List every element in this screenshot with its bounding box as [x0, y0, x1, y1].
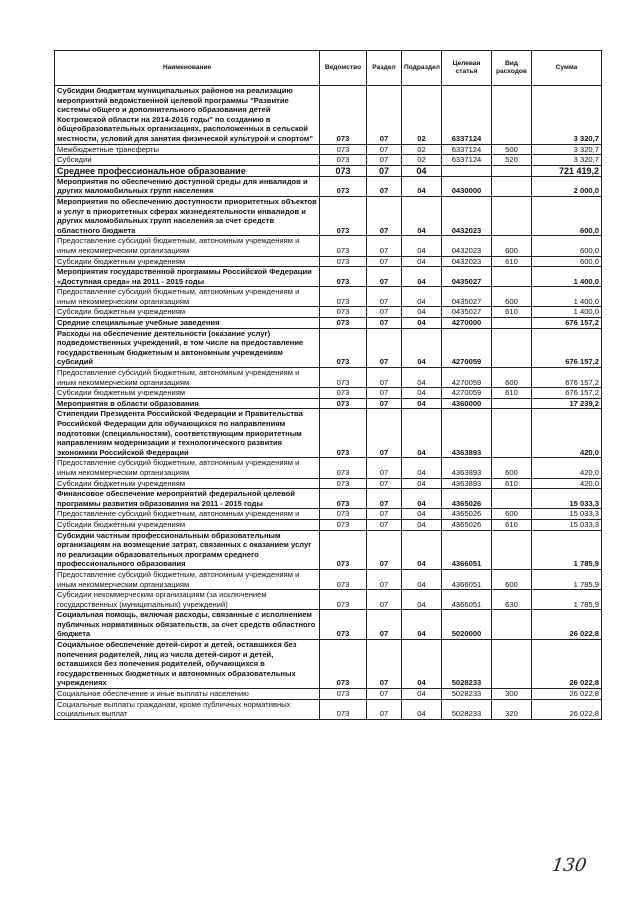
table-row	[55, 236, 602, 256]
table-row	[55, 86, 602, 145]
cell-amount: 1 400,0	[532, 287, 602, 307]
header-amount: Сумма	[532, 51, 602, 86]
cell-amount: 17 239,2	[532, 398, 602, 409]
cell-name: Социальная помощь, включая расходы, связанные с исполнением публичных нормативных обязательств, за счет средств областного бюджета	[55, 610, 320, 640]
cell-expense-type: 500	[492, 144, 532, 155]
cell-subsection: 04	[402, 318, 442, 329]
cell-subsection: 02	[402, 86, 442, 145]
cell-target-article: 0432023	[442, 236, 492, 256]
cell-name: Мероприятия по обеспечению доступности приоритетных объектов и услуг в приоритетных сферах жизнедеятельности инвалидов и других маломобильных групп населения за счет средств областного бюджета	[55, 196, 320, 235]
cell-target-article: 0435027	[442, 287, 492, 307]
cell-department: 073	[320, 530, 367, 569]
table-row	[55, 155, 602, 166]
cell-target-article: 5028233	[442, 640, 492, 689]
cell-target-article: 4365026	[442, 519, 492, 530]
cell-department: 073	[320, 398, 367, 409]
cell-name: Социальное обеспечение и иные выплаты населению	[55, 689, 320, 700]
cell-expense-type	[492, 610, 532, 640]
cell-subsection: 02	[402, 155, 442, 166]
cell-target-article: 0432023	[442, 196, 492, 235]
cell-subsection: 04	[402, 519, 442, 530]
cell-department: 073	[320, 144, 367, 155]
cell-amount: 26 022,8	[532, 640, 602, 689]
cell-target-article: 4270059	[442, 388, 492, 399]
cell-name: Субсидии некоммерческим организациям (за исключением государственных (муниципальных) учреждений)	[55, 590, 320, 610]
cell-name: Мероприятия по обеспечению доступной среды для инвалидов и других маломобильных групп населения	[55, 176, 320, 196]
cell-amount: 1 400,0	[532, 307, 602, 318]
cell-name: Субсидии бюджетным учреждениям	[55, 307, 320, 318]
cell-section: 07	[367, 155, 402, 166]
cell-expense-type	[492, 176, 532, 196]
cell-department: 073	[320, 267, 367, 287]
cell-name: Среднее профессиональное образование	[55, 165, 320, 176]
cell-expense-type: 630	[492, 590, 532, 610]
cell-expense-type	[492, 328, 532, 367]
cell-expense-type	[492, 165, 532, 176]
table-row	[55, 569, 602, 589]
cell-subsection: 04	[402, 590, 442, 610]
table-row	[55, 489, 602, 509]
cell-department: 073	[320, 86, 367, 145]
cell-name: Социальные выплаты гражданам, кроме публичных нормативных социальных выплат	[55, 699, 320, 719]
cell-subsection: 04	[402, 640, 442, 689]
cell-amount: 676 157,2	[532, 388, 602, 399]
cell-amount: 26 022,8	[532, 689, 602, 700]
cell-expense-type: 610	[492, 478, 532, 489]
cell-name: Мероприятия в области образования	[55, 398, 320, 409]
table-row	[55, 509, 602, 520]
cell-subsection: 04	[402, 165, 442, 176]
cell-target-article: 4270059	[442, 368, 492, 388]
cell-section: 07	[367, 699, 402, 719]
cell-subsection: 04	[402, 530, 442, 569]
cell-expense-type	[492, 398, 532, 409]
cell-amount: 420,0	[532, 409, 602, 458]
cell-department: 073	[320, 489, 367, 509]
cell-name: Субсидии бюджетным учреждениям	[55, 256, 320, 267]
cell-subsection: 04	[402, 328, 442, 367]
cell-target-article: 4270000	[442, 318, 492, 329]
cell-name: Предоставление субсидий бюджетным, автономным учреждениям и иным некоммерческим организациям	[55, 287, 320, 307]
cell-expense-type: 600	[492, 569, 532, 589]
table-header-row	[55, 51, 602, 86]
cell-department: 073	[320, 176, 367, 196]
cell-expense-type	[492, 267, 532, 287]
cell-target-article: 4363893	[442, 458, 492, 478]
cell-target-article: 4365026	[442, 489, 492, 509]
table-row	[55, 196, 602, 235]
cell-target-article: 4366051	[442, 569, 492, 589]
cell-section: 07	[367, 236, 402, 256]
table-row	[55, 328, 602, 367]
cell-expense-type: 600	[492, 287, 532, 307]
cell-amount: 1 785,9	[532, 530, 602, 569]
cell-section: 07	[367, 398, 402, 409]
cell-amount: 1 785,9	[532, 590, 602, 610]
cell-subsection: 04	[402, 236, 442, 256]
cell-section: 07	[367, 287, 402, 307]
cell-subsection: 04	[402, 489, 442, 509]
cell-subsection: 02	[402, 144, 442, 155]
cell-target-article: 5028233	[442, 699, 492, 719]
cell-section: 07	[367, 610, 402, 640]
table-row	[55, 398, 602, 409]
cell-amount: 676 157,2	[532, 368, 602, 388]
cell-expense-type: 610	[492, 307, 532, 318]
cell-subsection: 04	[402, 409, 442, 458]
cell-section: 07	[367, 196, 402, 235]
cell-section: 07	[367, 318, 402, 329]
cell-name: Субсидии частным профессиональным образовательным организациям на возмещение затрат, связанных с оказанием услуг по реализации образовательных программ среднего профессионального образования	[55, 530, 320, 569]
cell-department: 073	[320, 458, 367, 478]
cell-section: 07	[367, 256, 402, 267]
cell-department: 073	[320, 509, 367, 520]
cell-department: 073	[320, 328, 367, 367]
cell-department: 073	[320, 307, 367, 318]
header-target-article: Целевая статья	[442, 51, 492, 86]
header-department: Ведомство	[320, 51, 367, 86]
table-row	[55, 458, 602, 478]
cell-subsection: 04	[402, 368, 442, 388]
cell-subsection: 04	[402, 458, 442, 478]
cell-expense-type	[492, 640, 532, 689]
cell-target-article: 0432023	[442, 256, 492, 267]
table-row	[55, 267, 602, 287]
table-row	[55, 388, 602, 399]
cell-expense-type: 320	[492, 699, 532, 719]
cell-target-article: 0435027	[442, 267, 492, 287]
cell-section: 07	[367, 590, 402, 610]
cell-target-article	[442, 165, 492, 176]
cell-expense-type: 600	[492, 236, 532, 256]
cell-section: 07	[367, 458, 402, 478]
cell-name: Субсидии бюджетным учреждениям	[55, 388, 320, 399]
cell-section: 07	[367, 409, 402, 458]
cell-subsection: 04	[402, 610, 442, 640]
cell-expense-type: 300	[492, 689, 532, 700]
cell-name: Стипендии Президента Российской Федерации и Правительства Российской Федерации для обучающихся по направлениям подготовки (специальностям), соответствующим приоритетным направлениям модернизации и технологического развития экономики Российской Федерации	[55, 409, 320, 458]
cell-target-article: 5020000	[442, 610, 492, 640]
cell-expense-type: 610	[492, 388, 532, 399]
cell-subsection: 04	[402, 569, 442, 589]
cell-name: Средние специальные учебные заведения	[55, 318, 320, 329]
cell-amount: 600,0	[532, 196, 602, 235]
cell-name: Субсидии бюджетным учреждениям	[55, 478, 320, 489]
cell-name: Расходы на обеспечение деятельности (оказание услуг) подведомственных учреждений, в том числе на предоставление государственным бюджетным и автономным учреждениям субсидий	[55, 328, 320, 367]
cell-target-article: 6337124	[442, 86, 492, 145]
cell-name: Мероприятия государственной программы Российской Федерации «Доступная среда» на 2011 - 2015 годы	[55, 267, 320, 287]
cell-department: 073	[320, 368, 367, 388]
cell-section: 07	[367, 388, 402, 399]
cell-amount: 26 022,8	[532, 610, 602, 640]
table-row	[55, 287, 602, 307]
cell-section: 07	[367, 569, 402, 589]
page-number: 130	[550, 855, 588, 876]
table-row	[55, 610, 602, 640]
table-row	[55, 478, 602, 489]
cell-amount: 3 320,7	[532, 144, 602, 155]
cell-section: 07	[367, 519, 402, 530]
cell-name: Межбюджетные трансферты	[55, 144, 320, 155]
cell-expense-type	[492, 409, 532, 458]
table-row	[55, 165, 602, 176]
cell-section: 07	[367, 478, 402, 489]
cell-department: 073	[320, 155, 367, 166]
cell-department: 073	[320, 196, 367, 235]
cell-amount: 420,0	[532, 478, 602, 489]
cell-target-article: 4360000	[442, 398, 492, 409]
cell-amount: 676 157,2	[532, 318, 602, 329]
table-row	[55, 144, 602, 155]
cell-amount: 600,0	[532, 236, 602, 256]
cell-subsection: 04	[402, 307, 442, 318]
table-row	[55, 318, 602, 329]
cell-subsection: 04	[402, 196, 442, 235]
cell-target-article: 4365026	[442, 509, 492, 520]
cell-department: 073	[320, 569, 367, 589]
cell-subsection: 04	[402, 287, 442, 307]
table-row	[55, 640, 602, 689]
cell-name: Предоставление субсидий бюджетным, автономным учреждениям и иным некоммерческим организациям	[55, 236, 320, 256]
cell-section: 07	[367, 640, 402, 689]
cell-target-article: 6337124	[442, 144, 492, 155]
table-row	[55, 699, 602, 719]
header-expense-type: Вид расходов	[492, 51, 532, 86]
cell-department: 073	[320, 640, 367, 689]
cell-subsection: 04	[402, 509, 442, 520]
cell-department: 073	[320, 699, 367, 719]
cell-target-article: 4366051	[442, 590, 492, 610]
cell-subsection: 04	[402, 388, 442, 399]
cell-department: 073	[320, 256, 367, 267]
cell-amount: 1 400,0	[532, 267, 602, 287]
table-row	[55, 176, 602, 196]
cell-department: 073	[320, 287, 367, 307]
cell-subsection: 04	[402, 256, 442, 267]
header-section: Раздел	[367, 51, 402, 86]
cell-expense-type	[492, 196, 532, 235]
cell-subsection: 04	[402, 699, 442, 719]
cell-subsection: 04	[402, 398, 442, 409]
cell-expense-type: 600	[492, 368, 532, 388]
table-row	[55, 590, 602, 610]
cell-section: 07	[367, 489, 402, 509]
cell-section: 07	[367, 307, 402, 318]
cell-department: 073	[320, 318, 367, 329]
cell-section: 07	[367, 368, 402, 388]
cell-name: Субсидии	[55, 155, 320, 166]
cell-section: 07	[367, 86, 402, 145]
cell-section: 07	[367, 530, 402, 569]
cell-department: 073	[320, 236, 367, 256]
cell-section: 07	[367, 267, 402, 287]
cell-department: 073	[320, 388, 367, 399]
cell-name: Социальное обеспечение детей-сирот и детей, оставшихся без попечения родителей, лиц из числа детей-сирот и детей, оставшихся без попечения родителей, обучающихся в государственных бюджетных и автономных образовательных учреждениях	[55, 640, 320, 689]
cell-expense-type	[492, 318, 532, 329]
cell-department: 073	[320, 610, 367, 640]
table-row	[55, 519, 602, 530]
cell-name: Предоставление субсидий бюджетным, автономным учреждениям и иным некоммерческим организациям	[55, 368, 320, 388]
cell-expense-type	[492, 489, 532, 509]
cell-name: Субсидии бюджетам муниципальных районов на реализацию мероприятий ведомственной целевой программы "Развитие системы общего и дополнительного образования детей Костромской области на 2014-2016 годы" по созданию в общеобразовательных организациях, расположенных в сельской местности, условий для занятия физической культурой и спортом"	[55, 86, 320, 145]
cell-target-article: 0435027	[442, 307, 492, 318]
cell-name: Предоставление субсидий бюджетным, автономным учреждениям и иным некоммерческим организациям	[55, 569, 320, 589]
cell-name: Финансовое обеспечение мероприятий федеральной целевой программы развития образования на 2011 - 2015 годы	[55, 489, 320, 509]
cell-section: 07	[367, 509, 402, 520]
cell-amount: 15 033,3	[532, 519, 602, 530]
cell-target-article: 6337124	[442, 155, 492, 166]
cell-amount: 676 157,2	[532, 328, 602, 367]
header-subsection: Подраздел	[402, 51, 442, 86]
cell-target-article: 4363893	[442, 478, 492, 489]
cell-target-article: 5028233	[442, 689, 492, 700]
cell-department: 073	[320, 519, 367, 530]
cell-target-article: 4363893	[442, 409, 492, 458]
cell-name: Предоставление субсидий бюджетным, автономным учреждениям и иным некоммерческим организациям	[55, 458, 320, 478]
cell-section: 07	[367, 328, 402, 367]
cell-expense-type: 600	[492, 509, 532, 520]
cell-amount: 26 022,8	[532, 699, 602, 719]
table-row	[55, 307, 602, 318]
table-row	[55, 368, 602, 388]
cell-section: 07	[367, 176, 402, 196]
cell-section: 07	[367, 144, 402, 155]
cell-subsection: 04	[402, 267, 442, 287]
cell-expense-type: 520	[492, 155, 532, 166]
cell-department: 073	[320, 478, 367, 489]
cell-amount: 3 320,7	[532, 86, 602, 145]
cell-expense-type	[492, 86, 532, 145]
cell-amount: 3 320,7	[532, 155, 602, 166]
budget-table	[54, 50, 602, 720]
cell-expense-type: 610	[492, 519, 532, 530]
cell-name: Предоставление субсидий бюджетным, автономным учреждениям и	[55, 509, 320, 520]
cell-expense-type: 610	[492, 256, 532, 267]
cell-amount: 15 033,3	[532, 489, 602, 509]
cell-amount: 2 000,0	[532, 176, 602, 196]
cell-target-article: 0430000	[442, 176, 492, 196]
cell-target-article: 4270059	[442, 328, 492, 367]
cell-subsection: 04	[402, 689, 442, 700]
cell-section: 07	[367, 165, 402, 176]
cell-department: 073	[320, 165, 367, 176]
cell-expense-type: 600	[492, 458, 532, 478]
cell-department: 073	[320, 409, 367, 458]
table-row	[55, 689, 602, 700]
cell-department: 073	[320, 590, 367, 610]
table-row	[55, 530, 602, 569]
cell-subsection: 04	[402, 478, 442, 489]
cell-amount: 721 419,2	[532, 165, 602, 176]
cell-section: 07	[367, 689, 402, 700]
table-row	[55, 409, 602, 458]
cell-target-article: 4366051	[442, 530, 492, 569]
cell-name: Субсидии бюджетным учреждениям	[55, 519, 320, 530]
cell-amount: 15 033,3	[532, 509, 602, 520]
cell-expense-type	[492, 530, 532, 569]
table-row	[55, 256, 602, 267]
cell-amount: 1 785,9	[532, 569, 602, 589]
cell-department: 073	[320, 689, 367, 700]
cell-amount: 420,0	[532, 458, 602, 478]
header-name: Наименование	[55, 51, 320, 86]
cell-amount: 600,0	[532, 256, 602, 267]
cell-subsection: 04	[402, 176, 442, 196]
